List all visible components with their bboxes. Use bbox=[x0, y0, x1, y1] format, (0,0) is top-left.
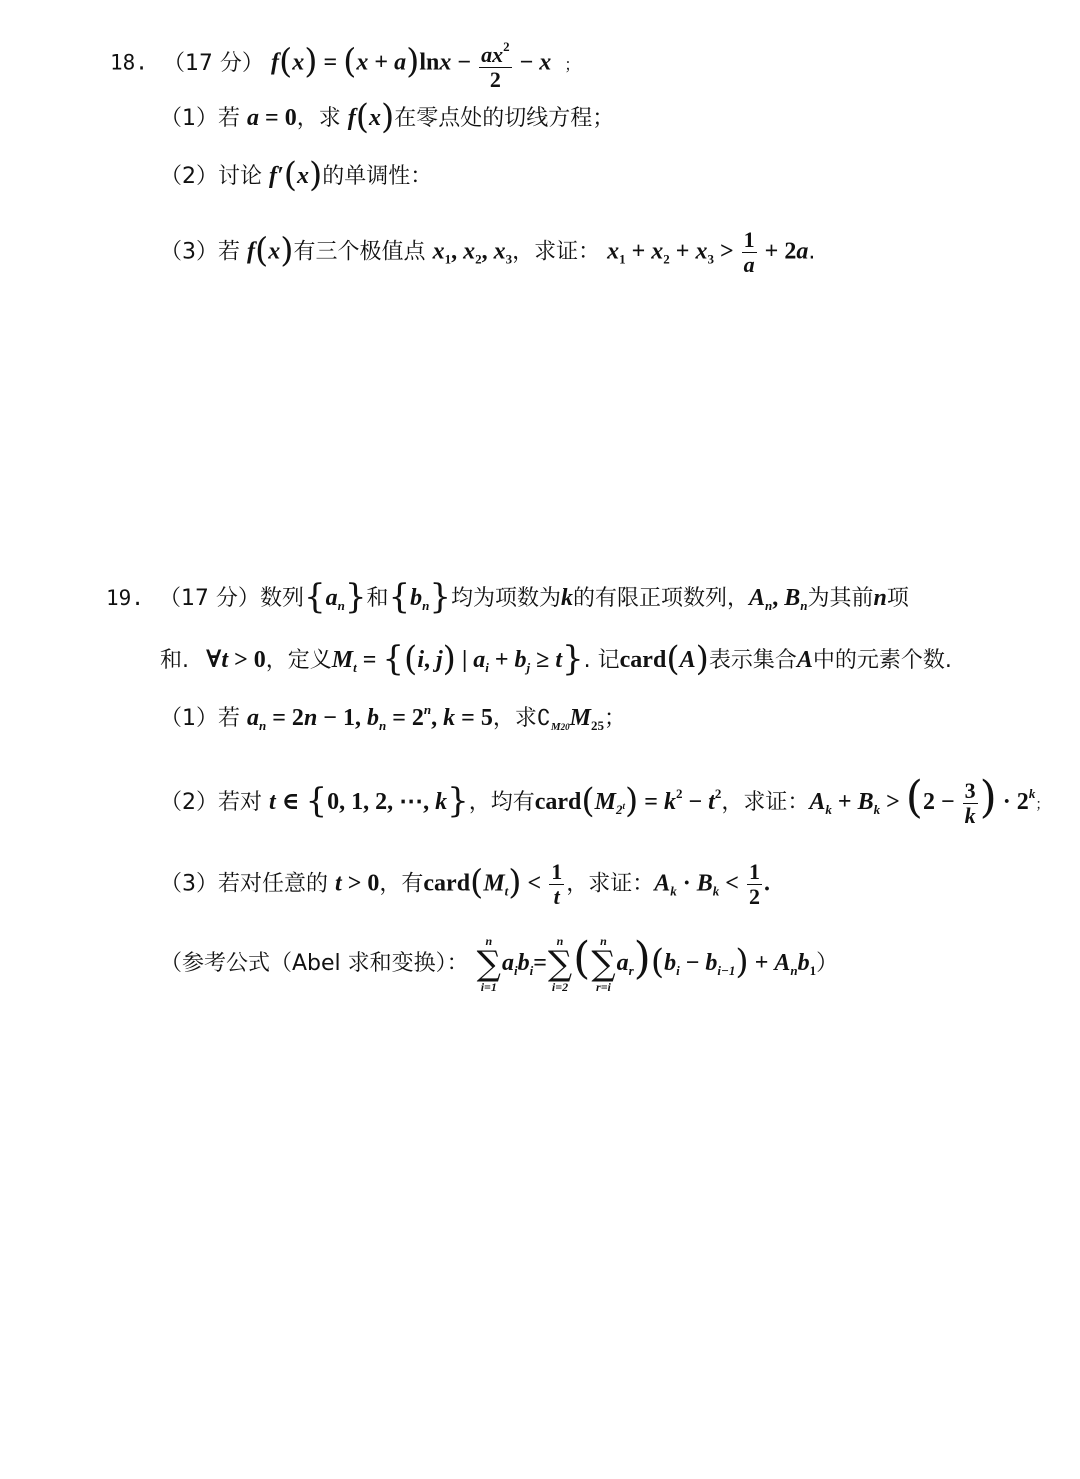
q18-stem: 18. （17 分） f(x) = (x + a)lnx − $\frac{ax^2}{2}$ − x ； bbox=[110, 35, 580, 92]
q19-reference-formula: （参考公式（Abel 求和变换）： n ∑ i=1 $a_ib_i=$ n ∑ i=2 ( n ∑ r=i $a_r)(b_i - b_{i-1}) + A_nb_1$） bbox=[160, 933, 839, 994]
q18-formula: f bbox=[270, 49, 279, 76]
q18-p3-label: （3） bbox=[160, 239, 218, 265]
fraction-1-over-2: $\frac{1}{2}$ bbox=[748, 859, 760, 909]
q18-part3: （3）若 f(x)有三个极值点 $x_1$, $x_2$, $x_3$，求证： $x_1 + x_2 + x_3$ > $\frac{1}{a}$ + 2a. bbox=[160, 227, 816, 277]
fraction-3-over-k: $\frac{3}{k}$ bbox=[964, 777, 976, 828]
q19-number: 19. bbox=[106, 586, 144, 610]
summation-sign: n ∑ r=i bbox=[591, 934, 616, 994]
q18-score: （17 分） bbox=[162, 50, 264, 76]
q18-p3-mid: 有三个极值点 bbox=[293, 239, 426, 265]
q18-p3-end: . bbox=[808, 239, 816, 265]
q18-part2: （2）讨论 f′(x)的单调性： bbox=[160, 155, 433, 195]
q19-score: （17 分） bbox=[158, 586, 260, 611]
fraction-1-over-t: $\frac{1}{t}$ bbox=[551, 859, 563, 909]
q18-p1-mid: ，求 bbox=[296, 106, 341, 131]
summation-sign: n ∑ i=2 bbox=[547, 934, 573, 994]
summation-sign: n ∑ i=1 bbox=[476, 934, 501, 994]
q19-part1: （1）若 $a_n = 2n - 1$, $b_n = 2^n$, k = 5，求$∁_{M20}M_{25}$； bbox=[160, 702, 626, 733]
q18-p1-pre: 若 bbox=[218, 106, 241, 131]
q19-stem-line2: 和. ∀t > 0，定义$M_t = \{(i$, j) | $a_i + b_j \ge t$}. 记card(A)表示集合A中的元素个数. bbox=[160, 639, 952, 679]
q18-p3-pre: 若 bbox=[218, 239, 241, 265]
q18-number: 18. bbox=[110, 50, 148, 75]
fraction-ax2-over-2: $\frac{ax^2}{2}$ bbox=[479, 35, 512, 92]
q19-part3: （3）若对任意的 t > 0，有$card(M_t)$ < $\frac{1}{t}$ ，求证：$A_k \cdot B_k$ < $\frac{1}{2}$ . bbox=[160, 859, 770, 909]
q18-p1-post: 在零点处的切线方程； bbox=[394, 106, 615, 131]
q18-p1-label: （1） bbox=[160, 106, 218, 131]
fraction-1-over-a: $\frac{1}{a}$ bbox=[743, 227, 755, 277]
q18-part1: （1）若 a = 0，求 f(x)在零点处的切线方程； bbox=[160, 97, 615, 137]
q18-p2-label: （2） bbox=[160, 164, 218, 189]
q18-p2-pre: 讨论 bbox=[218, 164, 263, 189]
q18-p3-mid2: ，求证： bbox=[512, 239, 601, 265]
q19-part2: （2）若对 t ∈ {0, 1, 2, ⋯, k}，均有$card(M_{2^t}) = k^2 - t^2$，求证：$A_k + B_k > (2$ − $\frac{3}{k}$ ) · $2^k$； bbox=[160, 772, 1050, 828]
q19-stem-line1: 19. （17 分）数列$\{a_n\}$和$\{b_n\}$均为项数为k的有限正项数列，$A_n$, $B_n$为其前n项 bbox=[106, 577, 909, 617]
q18-p2-post: 的单调性： bbox=[322, 164, 433, 189]
q18-stem-tail: ； bbox=[564, 54, 581, 74]
